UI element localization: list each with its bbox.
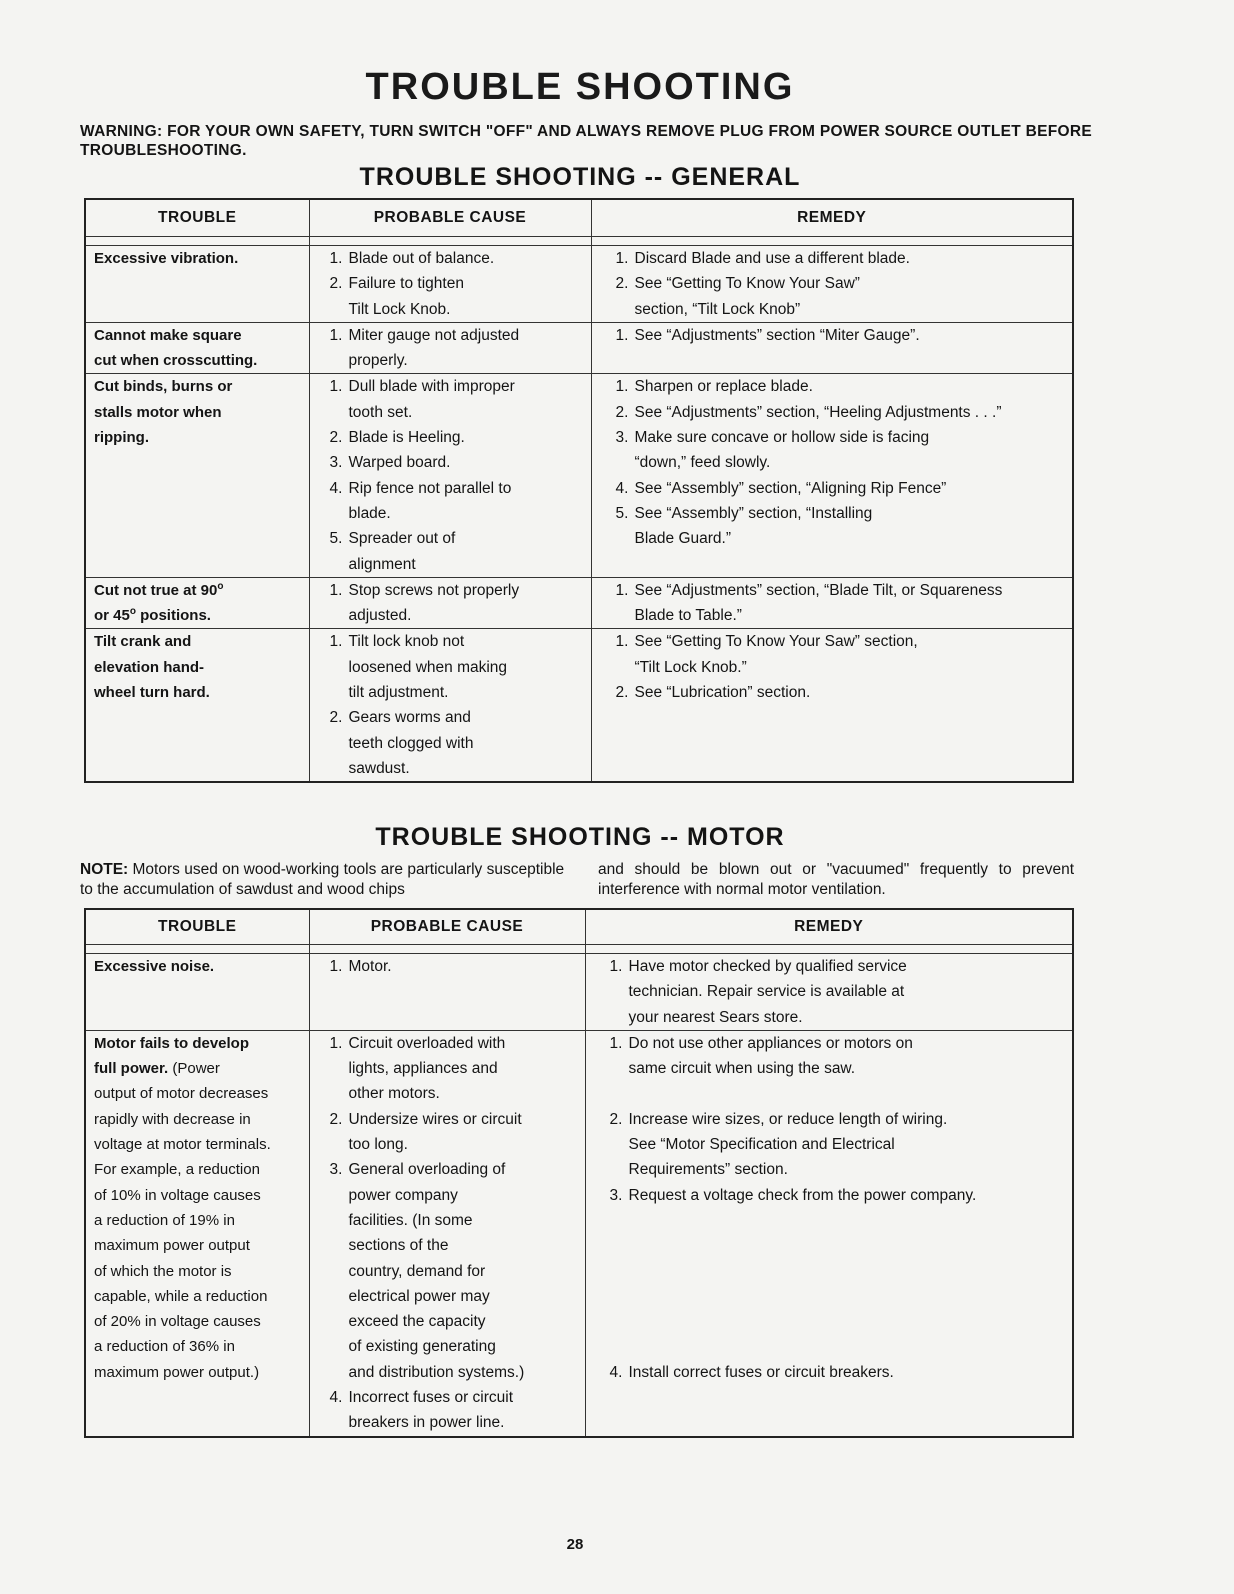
cause-text: Motor.	[348, 958, 392, 975]
header-remedy: REMEDY	[585, 909, 1073, 945]
header-gap-row	[85, 945, 1073, 954]
cause-text: Tilt lock knob not loosened when making tilt adjustment.	[348, 633, 508, 702]
trouble-text: Excessive vibration.	[94, 250, 239, 267]
cause-item	[330, 705, 591, 781]
cause-text: Blade out of balance.	[348, 250, 495, 267]
trouble-text	[94, 1031, 309, 1385]
cause-number: 1.	[329, 326, 343, 344]
header-trouble: TROUBLE	[85, 909, 309, 945]
remedy-number: 1.	[609, 958, 623, 975]
cause-number: 4.	[329, 479, 343, 497]
remedy-number: 4.	[609, 1363, 623, 1381]
cause-number: 2.	[329, 1110, 343, 1128]
cause-number: 2.	[329, 429, 343, 447]
remedy-text: Request a voltage check from the power company.	[628, 1186, 977, 1204]
header-gap-row	[85, 237, 1073, 246]
cause-cell	[309, 577, 591, 629]
cause-text: Circuit overloaded with lights, appliances and other motors.	[348, 1034, 506, 1103]
header-probable-cause: PROBABLE CAUSE	[309, 909, 585, 945]
cause-number: 1.	[329, 250, 343, 267]
remedy-number: 1.	[615, 250, 629, 267]
remedy-cell	[591, 246, 1073, 323]
remedy-item	[616, 680, 1073, 705]
cause-text: Stop screws not properly adjusted.	[348, 581, 520, 625]
cause-item	[330, 476, 591, 527]
remedy-item	[610, 1107, 1073, 1183]
cause-number: 1.	[329, 958, 343, 975]
cause-text: Gears worms and teeth clogged with sawdust.	[348, 709, 474, 777]
table-row	[85, 629, 1073, 782]
cause-item	[330, 526, 591, 577]
cause-item	[330, 1385, 585, 1436]
remedy-item	[616, 629, 1073, 680]
cause-text: Blade is Heeling.	[348, 429, 465, 447]
motor-note-left	[80, 860, 570, 900]
trouble-text	[94, 578, 309, 629]
header-probable-cause: PROBABLE CAUSE	[309, 199, 591, 237]
remedy-number: 3.	[615, 429, 629, 447]
cause-item	[330, 425, 591, 450]
cause-item	[330, 246, 591, 271]
motor-trouble-table	[84, 908, 1074, 1438]
header-remedy: REMEDY	[591, 199, 1073, 237]
remedy-item	[610, 954, 1073, 1030]
trouble-detail: (Power output of motor decreases rapidly with decrease in voltage at motor terminals. For example, a reduction of 10% in voltage causes a reduction of 19% in maximum power output of which the motor is capable, while a reduction of 20% in voltage causes a reduction of 36% in maximum power output.)	[94, 1060, 271, 1381]
trouble-line2: or 45	[94, 607, 130, 625]
cause-text: Spreader out of alignment	[348, 530, 456, 573]
table-row	[85, 1030, 1073, 1436]
remedy-text: Sharpen or replace blade.	[634, 378, 813, 396]
gap-cell	[591, 237, 1073, 246]
remedy-text: See “Adjustments” section, “Heeling Adjustments . . .”	[634, 403, 1002, 421]
remedy-cell	[591, 629, 1073, 782]
remedy-text: See “Assembly” section, “Installing Blade Guard.”	[634, 504, 873, 548]
remedy-item	[616, 400, 1073, 425]
remedy-text: Make sure concave or hollow side is facing “down,” feed slowly.	[634, 429, 930, 472]
remedy-text: Install correct fuses or circuit breakers.	[628, 1363, 894, 1381]
general-trouble-table	[84, 198, 1074, 783]
table-row	[85, 374, 1073, 577]
note-text-left: Motors used on wood-working tools are particularly susceptible to the accumulation of sawdust and wood chips	[80, 861, 565, 898]
motor-note-right: and should be blown out or "vacuumed" frequently to prevent interference with normal motor ventilation.	[598, 861, 1074, 898]
cause-item	[330, 271, 591, 322]
cause-text: Warped board.	[348, 454, 451, 472]
table-row	[85, 322, 1073, 374]
cause-item	[330, 374, 591, 425]
trouble-text: Tilt crank and elevation hand- wheel turn hard.	[94, 633, 210, 702]
cause-number: 2.	[329, 275, 343, 293]
gap-cell	[85, 237, 309, 246]
remedy-cell	[591, 322, 1073, 374]
remedy-text: See “Lubrication” section.	[634, 684, 811, 702]
remedy-number: 1.	[615, 326, 629, 344]
cause-text: Failure to tighten Tilt Lock Knob.	[348, 275, 464, 318]
remedy-number: 1.	[615, 378, 629, 396]
cause-number: 1.	[329, 633, 343, 651]
table-row	[85, 246, 1073, 323]
cause-number: 1.	[329, 581, 343, 599]
remedy-item	[616, 374, 1073, 399]
trouble-cell	[85, 322, 309, 374]
remedy-text: See “Getting To Know Your Saw” section, “Tilt Lock Knob”	[634, 275, 860, 318]
remedy-item	[616, 501, 1073, 552]
cause-item	[330, 1107, 585, 1158]
remedy-text: Increase wire sizes, or reduce length of wiring. See “Motor Specification and Electrical Requirements” section.	[628, 1110, 948, 1179]
trouble-cell	[85, 954, 309, 1031]
cause-text: General overloading of power company facilities. (In some sections of the country, demand for electrical power may exceed the capacity of existing generating and distribution systems.)	[348, 1161, 525, 1381]
cause-text: Undersize wires or circuit too long.	[348, 1110, 522, 1154]
trouble-cell	[85, 374, 309, 577]
remedy-item	[610, 1031, 1073, 1107]
remedy-text: Do not use other appliances or motors on same circuit when using the saw.	[628, 1034, 913, 1078]
trouble-cell	[85, 246, 309, 323]
cause-cell	[309, 954, 585, 1031]
general-section-title: TROUBLE SHOOTING -- GENERAL	[359, 163, 801, 191]
cause-item	[330, 578, 591, 629]
cause-text: Incorrect fuses or circuit breakers in power line.	[348, 1389, 514, 1432]
remedy-cell	[585, 954, 1073, 1031]
trouble-line1: Cut not true at 90	[94, 581, 218, 599]
remedy-item	[616, 476, 1073, 501]
remedy-cell	[591, 374, 1073, 577]
remedy-text: See “Assembly” section, “Aligning Rip Fence”	[634, 479, 947, 497]
trouble-text: Excessive noise.	[94, 958, 215, 975]
cause-item	[330, 629, 591, 705]
cause-cell	[309, 1030, 585, 1436]
remedy-cell	[591, 577, 1073, 629]
cause-number: 1.	[329, 378, 343, 396]
trouble-line2-end: positions.	[135, 607, 211, 625]
cause-number: 3.	[329, 454, 343, 472]
cause-number: 4.	[329, 1389, 343, 1407]
cause-cell	[309, 629, 591, 782]
page-number: 28	[566, 1536, 584, 1553]
remedy-item	[616, 271, 1073, 322]
cause-item	[330, 323, 591, 374]
gap-cell	[585, 945, 1073, 954]
trouble-cell	[85, 1030, 309, 1436]
remedy-number: 2.	[615, 403, 629, 421]
gap-cell	[309, 237, 591, 246]
remedy-number: 2.	[615, 275, 629, 293]
remedy-number: 1.	[615, 633, 629, 651]
cause-text: Miter gauge not adjusted properly.	[348, 326, 520, 370]
trouble-bold: Motor fails to develop full power.	[94, 1034, 250, 1078]
remedy-number: 4.	[615, 479, 629, 497]
trouble-cell	[85, 629, 309, 782]
remedy-text: Discard Blade and use a different blade.	[634, 250, 910, 267]
remedy-number: 1.	[615, 581, 629, 599]
remedy-text: See “Getting To Know Your Saw” section, “Tilt Lock Knob.”	[634, 633, 918, 676]
remedy-text: See “Adjustments” section, “Blade Tilt, or Squareness Blade to Table.”	[634, 581, 1003, 625]
table-row	[85, 954, 1073, 1031]
safety-warning: WARNING: FOR YOUR OWN SAFETY, TURN SWITCH "OFF" AND ALWAYS REMOVE PLUG FROM POWER SOURCE OUTLET BEFORE TROUBLESHOOTING.	[80, 123, 1093, 159]
header-trouble: TROUBLE	[85, 199, 309, 237]
remedy-number: 5.	[615, 504, 629, 522]
cause-text: Dull blade with improper tooth set.	[348, 378, 515, 421]
gap-cell	[309, 945, 585, 954]
cause-item	[330, 1031, 585, 1107]
remedy-number: 2.	[615, 684, 629, 702]
remedy-item	[616, 578, 1073, 629]
cause-cell	[309, 322, 591, 374]
remedy-item	[616, 323, 1073, 348]
note-label: NOTE:	[80, 861, 129, 878]
degree-mark: o	[129, 606, 136, 618]
remedy-item	[616, 246, 1073, 271]
remedy-item	[610, 1360, 1073, 1385]
cause-text: Rip fence not parallel to blade.	[348, 479, 512, 522]
trouble-text: Cut binds, burns or stalls motor when ripping.	[94, 378, 233, 447]
cause-number: 2.	[329, 709, 343, 727]
remedy-number: 3.	[609, 1186, 623, 1204]
remedy-number: 2.	[609, 1110, 623, 1128]
remedy-text: See “Adjustments” section “Miter Gauge”.	[634, 326, 920, 344]
gap-cell	[85, 945, 309, 954]
trouble-cell	[85, 577, 309, 629]
remedy-cell	[585, 1030, 1073, 1436]
remedy-item	[616, 425, 1073, 476]
cause-number: 1.	[329, 1034, 343, 1052]
cause-item	[330, 954, 585, 979]
table-row	[85, 577, 1073, 629]
cause-item	[330, 450, 591, 475]
cause-number: 3.	[329, 1161, 343, 1179]
remedy-text: Have motor checked by qualified service technician. Repair service is available at your nearest Sears store.	[628, 958, 907, 1026]
cause-cell	[309, 246, 591, 323]
motor-section-title: TROUBLE SHOOTING -- MOTOR	[375, 823, 785, 851]
cause-item	[330, 1157, 585, 1385]
remedy-number: 1.	[609, 1034, 623, 1052]
cause-cell	[309, 374, 591, 577]
degree-mark: o	[217, 580, 224, 592]
trouble-text: Cannot make square cut when crosscutting.	[94, 326, 258, 370]
page-title: TROUBLE SHOOTING	[365, 66, 795, 108]
remedy-item	[610, 1183, 1073, 1360]
cause-number: 5.	[329, 530, 343, 548]
